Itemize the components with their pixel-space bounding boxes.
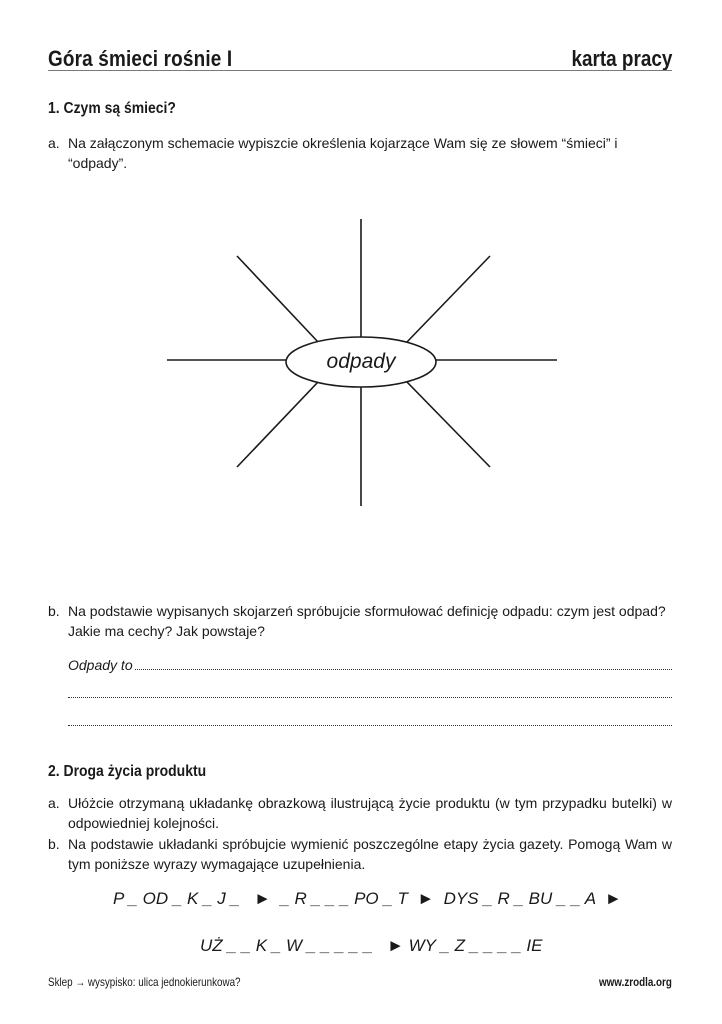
task-1a xyxy=(48,133,672,173)
word-puzzle-line-1: P _ OD _ K _ J _ ► _ R _ _ _ PO _ T ► DYS _ R _ BU _ _ A ► xyxy=(113,889,622,908)
word-puzzle-line-2: UŻ _ _ K _ W _ _ _ _ _ ► WY _ Z _ _ _ _ IE xyxy=(200,936,543,955)
footer-url[interactable]: www.zrodla.org xyxy=(599,975,672,989)
header-divider xyxy=(48,70,672,71)
task-1a-marker: a. xyxy=(48,135,60,151)
spoke-bottom-left xyxy=(237,381,319,467)
task-2b xyxy=(48,834,672,874)
page-title: Góra śmieci rośnie I xyxy=(48,46,233,71)
footer-caption: Sklep → wysypisko: ulica jednokierunkowa? xyxy=(48,975,241,989)
task-2a-marker: a. xyxy=(48,795,60,811)
task-1b-text: Na podstawie wypisanych skojarzeń spróbujcie sformułować definicję odpadu: czym jest odpad? Jakie ma cechy? Jak powstaje? xyxy=(68,603,666,639)
task-2b-text: Na podstawie układanki spróbujcie wymienić poszczególne etapy życia gazety. Pomogą Wam w tym poniższe wyrazy wymagające uzupełnienia. xyxy=(68,836,672,872)
worksheet-label: karta pracy xyxy=(571,46,672,71)
definition-line-1[interactable] xyxy=(68,657,672,673)
definition-line-2[interactable] xyxy=(68,685,672,698)
spoke-bottom-right xyxy=(406,381,490,467)
dotted-fill xyxy=(135,657,672,670)
task-1b-marker: b. xyxy=(48,603,60,619)
dotted-fill xyxy=(68,713,672,726)
definition-start: Odpady to xyxy=(68,657,133,673)
task-1b xyxy=(48,601,672,641)
spoke-top-right xyxy=(406,256,490,343)
mind-map-diagram xyxy=(160,215,570,510)
section-2-heading: 2. Droga życia produktu xyxy=(48,763,207,780)
task-1a-text: Na załączonym schemacie wypiszcie określenia kojarzące Wam się ze słowem “śmieci” i “odpady”. xyxy=(68,135,618,171)
dotted-fill xyxy=(68,685,672,698)
section-1-heading: 1. Czym są śmieci? xyxy=(48,100,176,117)
task-2a-text: Ułóżcie otrzymaną układankę obrazkową ilustrującą życie produktu (w tym przypadku butelki) w odpowiedniej kolejności. xyxy=(68,795,672,831)
task-2b-marker: b. xyxy=(48,836,60,852)
task-2a xyxy=(48,793,672,833)
definition-line-3[interactable] xyxy=(68,713,672,726)
spoke-top-left xyxy=(237,256,319,343)
diagram-center-label: odpady xyxy=(326,350,396,373)
